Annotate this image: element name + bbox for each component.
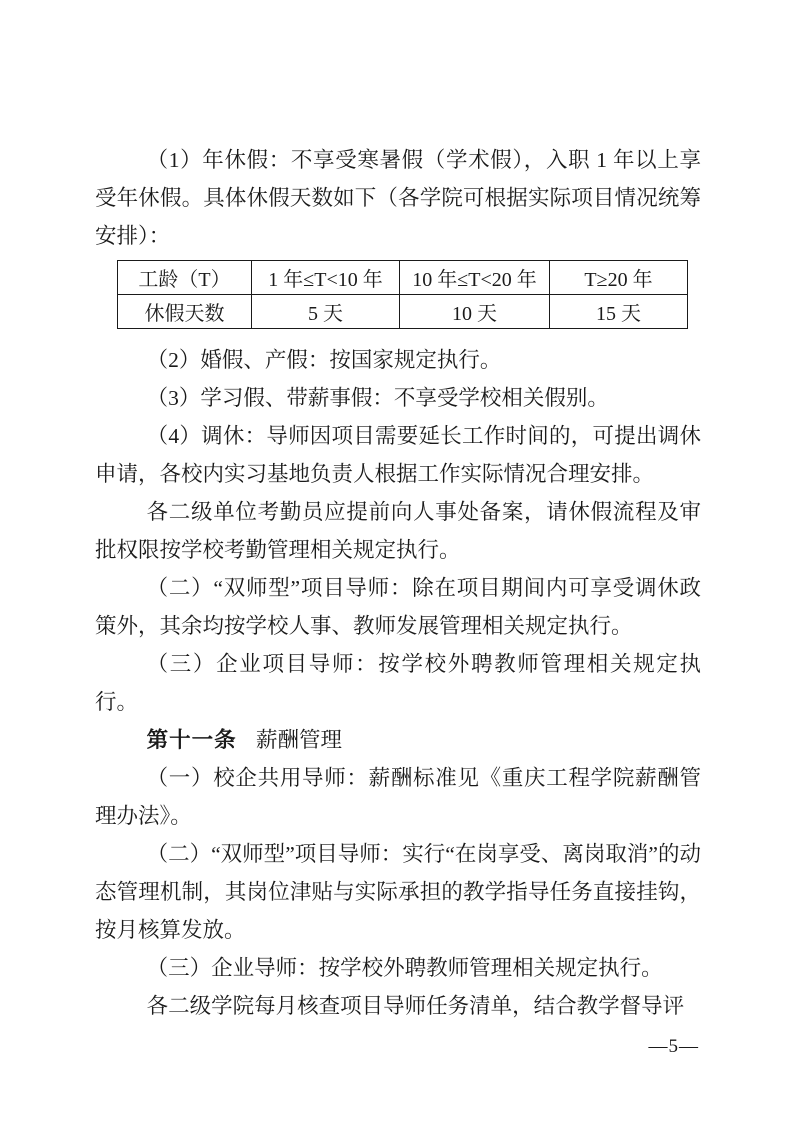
table-row	[118, 295, 688, 329]
document-body	[95, 141, 701, 1025]
article-11-number: 第十一条	[146, 728, 237, 752]
table-header-cell-seniority: 工龄（T）	[118, 261, 252, 295]
paragraph-shared-mentor-salary: （一）校企共用导师：薪酬标准见《重庆工程学院薪酬管理办法》。	[95, 766, 701, 828]
article-11-heading	[95, 721, 701, 759]
paragraph-enterprise-project-mentor-leave: （三）企业项目导师：按学校外聘教师管理相关规定执行。	[95, 652, 701, 714]
table-header-row	[118, 261, 688, 295]
article-11-title: 薪酬管理	[255, 728, 342, 752]
table-cell-days-3: 15 天	[550, 295, 688, 329]
paragraph-study-leave: （3）学习假、带薪事假：不享受学校相关假别。	[146, 386, 609, 410]
paragraph-marriage-leave: （2）婚假、产假：按国家规定执行。	[146, 348, 502, 372]
table-header-cell-range-3: T≥20 年	[550, 261, 688, 295]
table-header-cell-range-2: 10 年≤T<20 年	[400, 261, 550, 295]
leave-days-table	[117, 260, 688, 329]
table-cell-days-1: 5 天	[252, 295, 400, 329]
paragraph-enterprise-mentor-salary: （三）企业导师：按学校外聘教师管理相关规定执行。	[146, 956, 663, 980]
table-cell-label: 休假天数	[118, 295, 252, 329]
paragraph-monthly-review: 各二级学院每月核查项目导师任务清单，结合教学督导评	[146, 994, 685, 1018]
paragraph-attendance-filing: 各二级单位考勤员应提前向人事处备案，请休假流程及审批权限按学校考勤管理相关规定执行。	[95, 500, 701, 562]
paragraph-dual-type-mentor-salary: （二）“双师型”项目导师：实行“在岗享受、离岗取消”的动态管理机制，其岗位津贴与实际承担的教学指导任务直接挂钩，按月核算发放。	[95, 842, 701, 942]
paragraph-comp-leave: （4）调休：导师因项目需要延长工作时间的，可提出调休申请，各校内实习基地负责人根据工作实际情况合理安排。	[95, 424, 701, 486]
paragraph-annual-leave: （1）年休假：不享受寒暑假（学术假），入职 1 年以上享受年休假。具体休假天数如下（各学院可根据实际项目情况统筹安排）：	[95, 148, 701, 248]
paragraph-dual-type-mentor-leave: （二）“双师型”项目导师：除在项目期间内可享受调休政策外，其余均按学校人事、教师发展管理相关规定执行。	[95, 576, 701, 638]
table-cell-days-2: 10 天	[400, 295, 550, 329]
table-header-cell-range-1: 1 年≤T<10 年	[252, 261, 400, 295]
page-number: —5—	[648, 1036, 699, 1057]
